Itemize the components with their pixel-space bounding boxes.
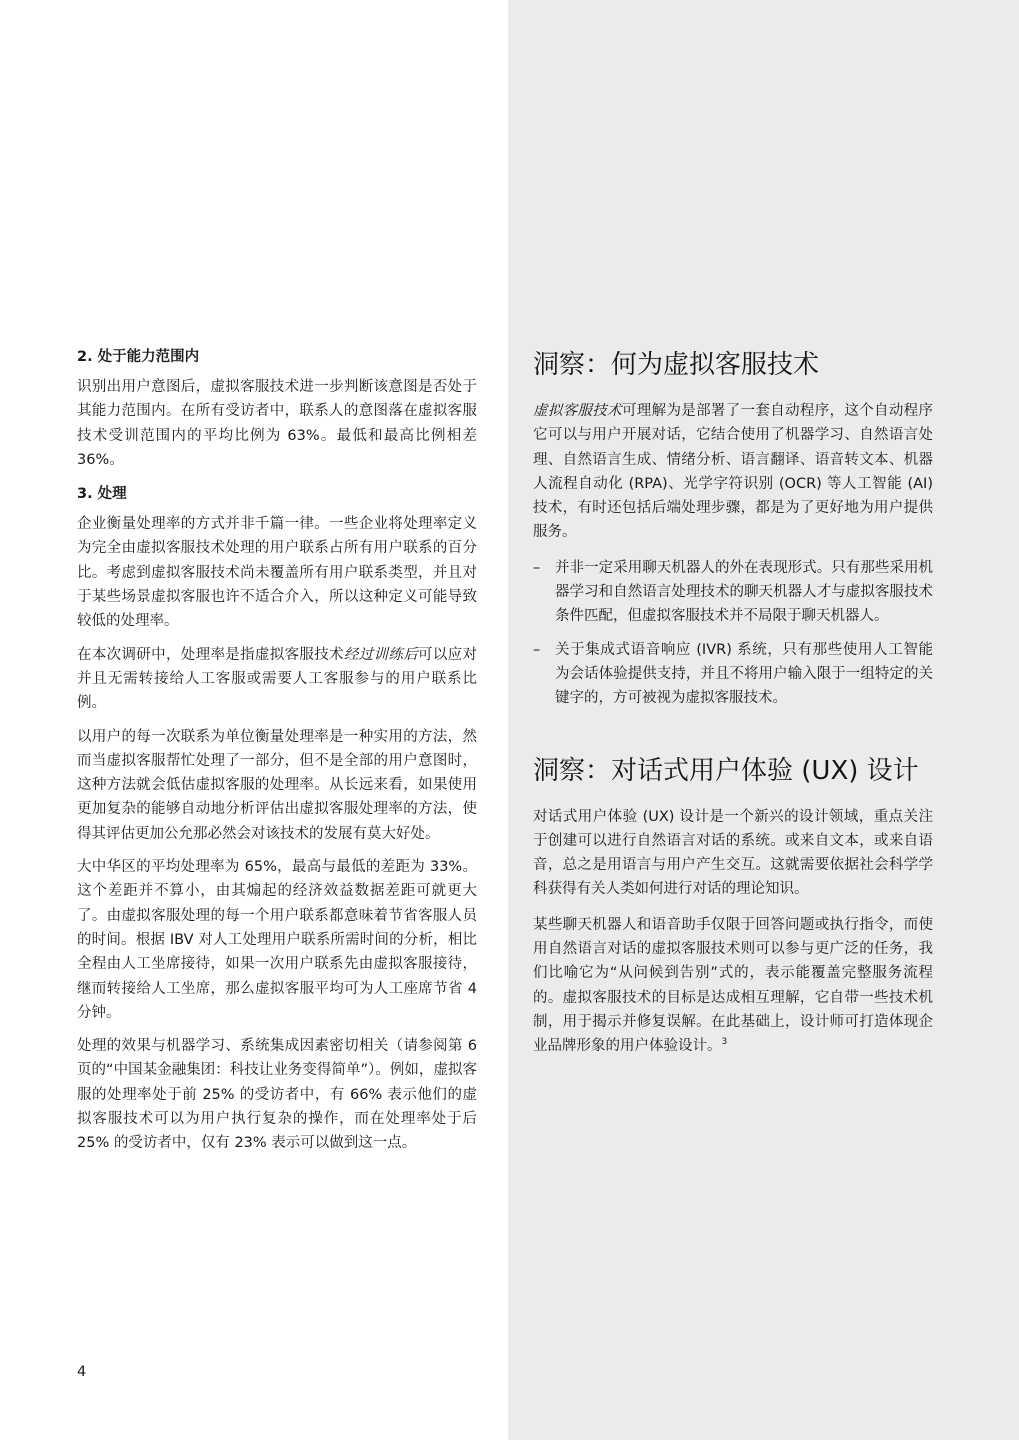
dash-bullet: – [533,559,541,576]
emphasis-text: 经过训练后 [343,646,419,663]
section-2-paragraph: 识别出用户意图后，虚拟客服技术进一步判断该意图是否处于其能力范围内。在所有受访者中，联系人的意图落在虚拟客服技术受训范围内的平均比例为 63%。最低和最高比例相差 36%。 [77,379,477,468]
section-3-heading: 3. 处理 [77,486,127,503]
section-3-paragraph-1: 企业衡量处理率的方式并非千篇一律。一些企业将处理率定义为完全由虚拟客服技术处理的用户联系占所有用户联系的百分比。考虑到虚拟客服技术尚未覆盖所有用户联系类型，并且对于某些场景虚拟客服也许不适合介入，所以这种定义可能导致较低的处理率。 [77,516,477,630]
insight-1-paragraph [533,399,933,545]
list-item [533,556,933,629]
section-2-heading: 2. 处于能力范围内 [77,349,200,365]
dash-bullet: – [533,641,541,658]
section-3-paragraph-4: 大中华区的平均处理率为 65%，最高与最低的差距为 33%。这个差距并不算小，由其煽起的经济效益数据差距可就更大了。由虚拟客服处理的每一个用户联系都意味着节省客服人员的时间。根据 IBV 对人工处理用户联系所需时间的分析，相比全程由人工坐席接待，如果一次用户联系先由虚拟客服接待，继而转接给人工坐席，那么虚拟客服平均可为人工座席节省 4 分钟。 [77,859,477,1021]
insight-2-paragraph-2 [533,913,933,1059]
emphasis-text: 虚拟客服技术 [533,403,622,419]
list-item-text: 关于集成式语音响应 (IVR) 系统，只有那些使用人工智能为会话体验提供支持，并且不将用户输入限于一组特定的关键字的，方可被视为虚拟客服技术。 [555,641,933,707]
section-3-paragraph-2 [77,643,477,716]
paragraph-text: 可以应对并且无需转接给人工客服或需要人工客服参与的用户联系比例。 [77,646,478,712]
paragraph-text: 在本次调研中，处理率是指虚拟客服技术 [77,646,344,663]
section-3-paragraph-3: 以用户的每一次联系为单位衡量处理率是一种实用的方法，然而当虚拟客服帮忙处理了一部分，但不是全部的用户意图时，这种方法就会低估虚拟客服的处理率。从长远来看，如果使用更加复杂的能够自动地分析评估出虚拟客服处理率的方法，使得其评估更加公允那必然会对该技术的发展有莫大好处。 [77,728,477,842]
insight-1-title: 洞察：何为虚拟客服技术 [533,350,820,380]
list-item-text: 并非一定采用聊天机器人的外在表现形式。只有那些采用机器学习和自然语言处理技术的聊天机器人才与虚拟客服技术条件匹配，但虚拟客服技术并不局限于聊天机器人。 [555,559,933,625]
paragraph-text: 可理解为是部署了一套自动程序，这个自动程序它可以与用户开展对话，它结合使用了机器学习、自然语言处理、自然语言生成、情绪分析、语言翻译、语音转文本、机器人流程自动化 (RPA)、光学字符识别 (OCR) 等人工智能 (AI) 技术，有时还包括后端处理步骤，都是为了更好地为用户提供服务。 [533,403,934,541]
paragraph-text: 某些聊天机器人和语音助手仅限于回答问题或执行指令，而使用自然语言对话的虚拟客服技术则可以参与更广泛的任务，我们比喻它为“从问候到告别”式的，表示能覆盖完整服务流程的。虚拟客服技术的目标是达成相互理解，它自带一些技术机制，用于揭示并修复误解。在此基础上，设计师可打造体现企业品牌形象的用户体验设计。 [533,916,933,1055]
list-item [533,638,933,711]
insight-2-title: 洞察：对话式用户体验 (UX) 设计 [533,755,919,786]
section-3-paragraph-5: 处理的效果与机器学习、系统集成因素密切相关（请参阅第 6 页的“中国某金融集团：科技让业务变得简单”）。例如，虚拟客服的处理率处于前 25% 的受访者中，有 66% 表示他们的虚拟客服技术可以为用户执行复杂的操作，而在处理率处于后 25% 的受访者中，仅有 23% 表示可以做到这一点。 [77,1038,477,1152]
page-number: 4 [77,1364,87,1380]
insight-1-bullet-list [533,556,933,711]
footnote-marker: 3 [721,1037,728,1048]
insight-column [533,345,933,1070]
insight-2-paragraph-1: 对话式用户体验 (UX) 设计是一个新兴的设计领域，重点关注于创建可以进行自然语言对话的系统。或来自文本，或来自语音，总之是用语言与用户产生交互。这就需要依据社会科学学科获得有关人类如何进行对话的理论知识。 [533,808,933,898]
main-column [77,346,477,1165]
